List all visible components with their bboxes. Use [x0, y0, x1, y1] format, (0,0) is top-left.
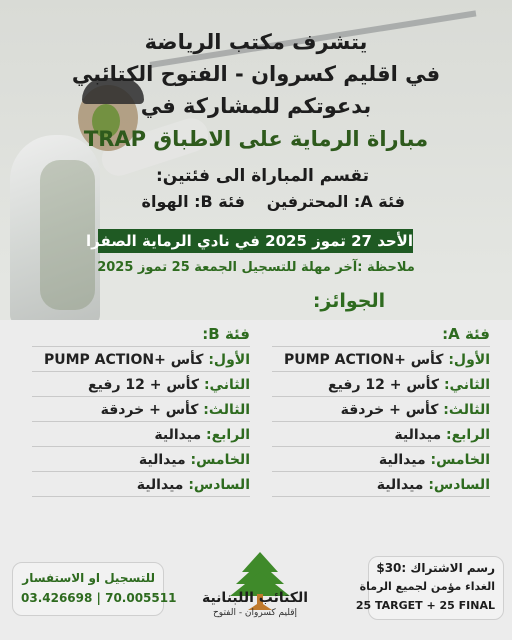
contact-phones[interactable]: 03.426698 | 70.005511 [21, 591, 177, 605]
date-location-banner: الأحد 27 تموز 2025 في نادي الرماية الصفرا [98, 229, 413, 253]
prize-value: ميدالية [376, 477, 424, 493]
prizes-a-title [272, 322, 490, 347]
table-row [272, 374, 490, 397]
event-title: مباراة الرماية على الاطباق TRAP [83, 127, 429, 151]
table-row [32, 424, 250, 447]
prizes-column-a [272, 320, 490, 497]
prize-rank: الأول: [208, 352, 250, 368]
prize-value: ميدالية [378, 452, 426, 468]
table-row [32, 349, 250, 372]
prize-value: كأس + خردقة [100, 402, 199, 418]
contact-box [12, 562, 177, 616]
targets-note: 25 TARGET + 25 FINAL [355, 599, 495, 612]
fee-box [355, 556, 504, 620]
table-row [32, 449, 250, 472]
deadline-note: ملاحظة :آخر مهلة للتسجيل الجمعة 25 تموز 2025 [97, 260, 415, 275]
table-row [272, 449, 490, 472]
category-a: فئة A: المحترفين [266, 192, 405, 211]
table-row [32, 474, 250, 497]
lunch-note: الغداء مؤمن لجميع الرماة [359, 580, 495, 593]
header-line-1: يتشرف مكتب الرياضة [144, 30, 368, 54]
prize-rank: الرابع: [206, 427, 250, 443]
table-row [272, 474, 490, 497]
prize-value: كأس +PUMP ACTION [43, 352, 204, 368]
prize-rank: الخامس: [190, 452, 250, 468]
table-row [272, 399, 490, 422]
prize-value: ميدالية [136, 477, 184, 493]
header-line-2: في اقليم كسروان - الفتوح الكتائبي [71, 62, 441, 86]
logo-subtitle: إقليم كسروان - الفتوح [212, 608, 298, 618]
categories-heading: تقسم المباراة الى فئتين: [155, 166, 370, 186]
table-row [32, 374, 250, 397]
prize-value: ميدالية [138, 452, 186, 468]
prizes-b-title [32, 322, 250, 347]
prize-value: كأس + خردقة [340, 402, 439, 418]
category-b: فئة B: الهواة [141, 192, 245, 211]
prize-value: ميدالية [394, 427, 442, 443]
table-row [272, 349, 490, 372]
header-line-3: بدعوتكم للمشاركة في [140, 94, 372, 118]
prize-rank: الثاني: [203, 377, 250, 393]
fee-label: رسم الاشتراك :30$ [376, 561, 495, 575]
prizes-column-b [32, 320, 250, 497]
prize-value: كأس +PUMP ACTION [283, 352, 444, 368]
prize-rank: الأول: [448, 352, 490, 368]
prize-value: كأس + 12 رفيع [328, 377, 440, 393]
prize-rank: السادس: [428, 477, 490, 493]
prizes-a-title-text: فئة A: [442, 325, 490, 343]
table-row [32, 399, 250, 422]
logo-name: الكتائب اللبنانية [201, 590, 309, 606]
prizes-b-title-text: فئة B: [202, 325, 250, 343]
prize-value: كأس + 12 رفيع [88, 377, 200, 393]
prize-rank: الثالث: [203, 402, 250, 418]
prize-rank: السادس: [188, 477, 250, 493]
footer [0, 550, 512, 640]
prize-rank: الخامس: [430, 452, 490, 468]
prize-value: ميدالية [154, 427, 202, 443]
prize-rank: الثالث: [443, 402, 490, 418]
prize-rank: الثاني: [443, 377, 490, 393]
table-row [272, 424, 490, 447]
prizes-heading: الجوائز: [312, 290, 386, 312]
prize-rank: الرابع: [446, 427, 490, 443]
contact-label: للتسجيل او الاستفسار [22, 571, 155, 585]
prizes-section [0, 320, 512, 550]
